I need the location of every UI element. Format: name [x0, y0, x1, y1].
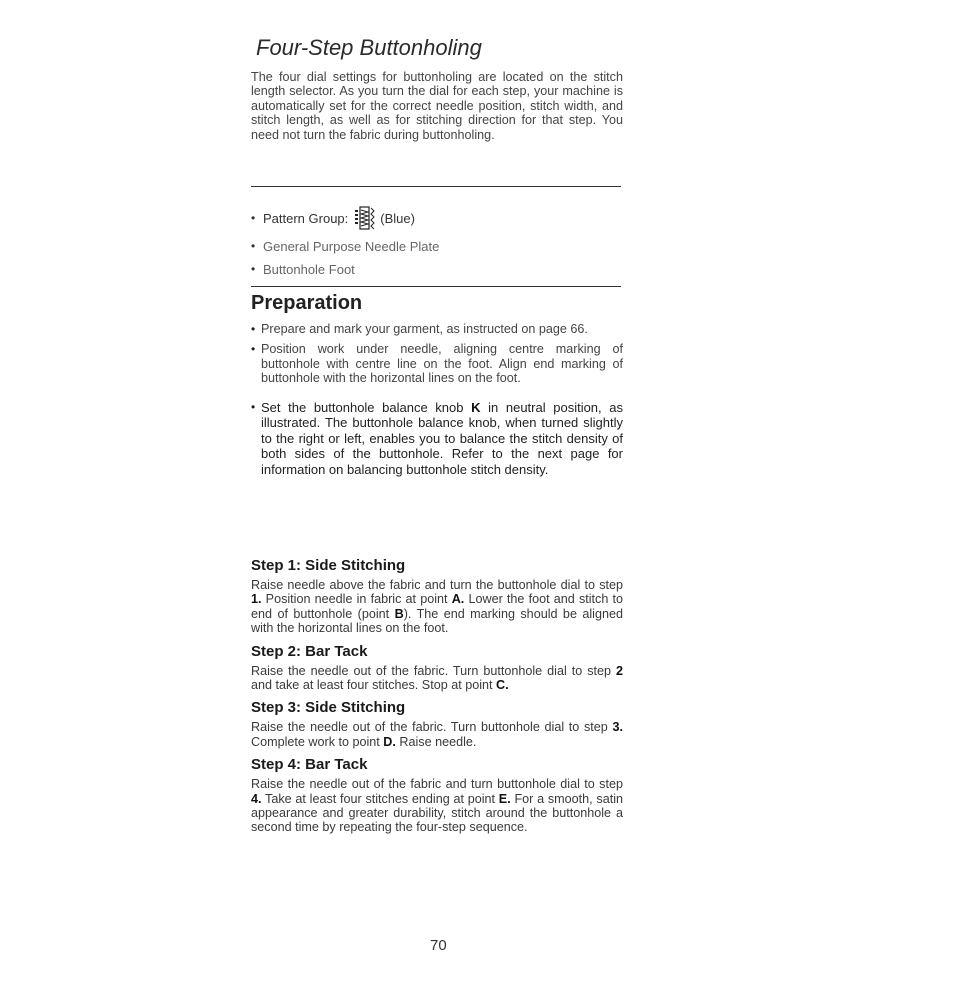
step-4-text: Raise the needle out of the fabric and turn buttonhole dial to step 4. Take at least four stitches ending at point E. For a smooth, satin appearance and greater durability, stitch around the buttonhole a second time by repeating the four-step sequence.: [251, 777, 624, 835]
requirement-needle-plate: [251, 239, 623, 254]
step-1: [251, 557, 623, 636]
preparation-item-3: [251, 400, 623, 478]
preparation-heading: Preparation: [251, 292, 363, 314]
step-2: [251, 643, 623, 693]
preparation-item-1: [251, 322, 623, 336]
step-3-text: Raise the needle out of the fabric. Turn buttonhole dial to step 3. Complete work to point D. Raise needle.: [251, 720, 623, 749]
bullet-icon: •: [251, 399, 256, 414]
foot-text: Buttonhole Foot: [263, 262, 355, 277]
intro-section: [251, 70, 623, 142]
preparation-text-1: Prepare and mark your garment, as instructed on page 66.: [261, 322, 588, 336]
pattern-group-label: Pattern Group:: [263, 210, 349, 226]
balance-knob-label: K: [471, 399, 481, 415]
page-number: 70: [430, 937, 447, 954]
requirements-list: [251, 205, 623, 285]
requirement-foot: [251, 262, 623, 277]
preparation-text-2: Position work under needle, aligning centre marking of buttonhole with centre line on the foot. Align end marking of buttonhole with the horizontal lines on the foot.: [261, 342, 623, 386]
bullet-icon: •: [251, 210, 256, 225]
divider-top: [251, 186, 621, 187]
steps-section: [251, 557, 623, 842]
requirement-pattern-group: [251, 205, 623, 231]
step-4-heading: Step 4: Bar Tack: [251, 756, 368, 774]
preparation-text-3: Set the buttonhole balance knob K in neutral position, as illustrated. The buttonhole balance knob, when turned slightly to the right or left, enables you to balance the stitch density of both sides of the buttonhole. Refer to the next page for information on balancing buttonhole stitch density.: [261, 399, 624, 477]
bullet-icon: •: [251, 262, 256, 276]
needle-plate-text: General Purpose Needle Plate: [263, 239, 440, 254]
step-2-text: Raise the needle out of the fabric. Turn buttonhole dial to step 2 and take at least four stitches. Stop at point C.: [251, 663, 623, 693]
preparation-list: [251, 322, 623, 481]
intro-paragraph: The four dial settings for buttonholing are located on the stitch length selector. As you turn the dial for each step, your machine is automatically set for the correct needle position, stitch width, and stitch length, as well as for stitching direction for that step. You need not turn the fabric during buttonholing.: [251, 70, 623, 142]
bullet-icon: •: [251, 342, 256, 357]
bullet-icon: •: [251, 322, 256, 336]
step-3: [251, 699, 623, 749]
step-4: [251, 756, 623, 835]
step-3-heading: Step 3: Side Stitching: [251, 699, 406, 717]
pattern-group-color: (Blue): [380, 210, 415, 226]
divider-bottom: [251, 286, 621, 287]
step-2-heading: Step 2: Bar Tack: [251, 642, 368, 660]
preparation-item-2: [251, 342, 623, 385]
page-title: Four-Step Buttonholing: [256, 35, 482, 60]
bullet-icon: •: [251, 239, 256, 253]
step-1-heading: Step 1: Side Stitching: [251, 557, 406, 574]
step-1-text: Raise needle above the fabric and turn the buttonhole dial to step 1. Position needle in fabric at point A. Lower the foot and stitch to end of buttonhole (point B). The end marking should be aligned with the horizontal lines on the foot.: [251, 578, 624, 636]
buttonhole-pattern-icon: [354, 205, 376, 231]
